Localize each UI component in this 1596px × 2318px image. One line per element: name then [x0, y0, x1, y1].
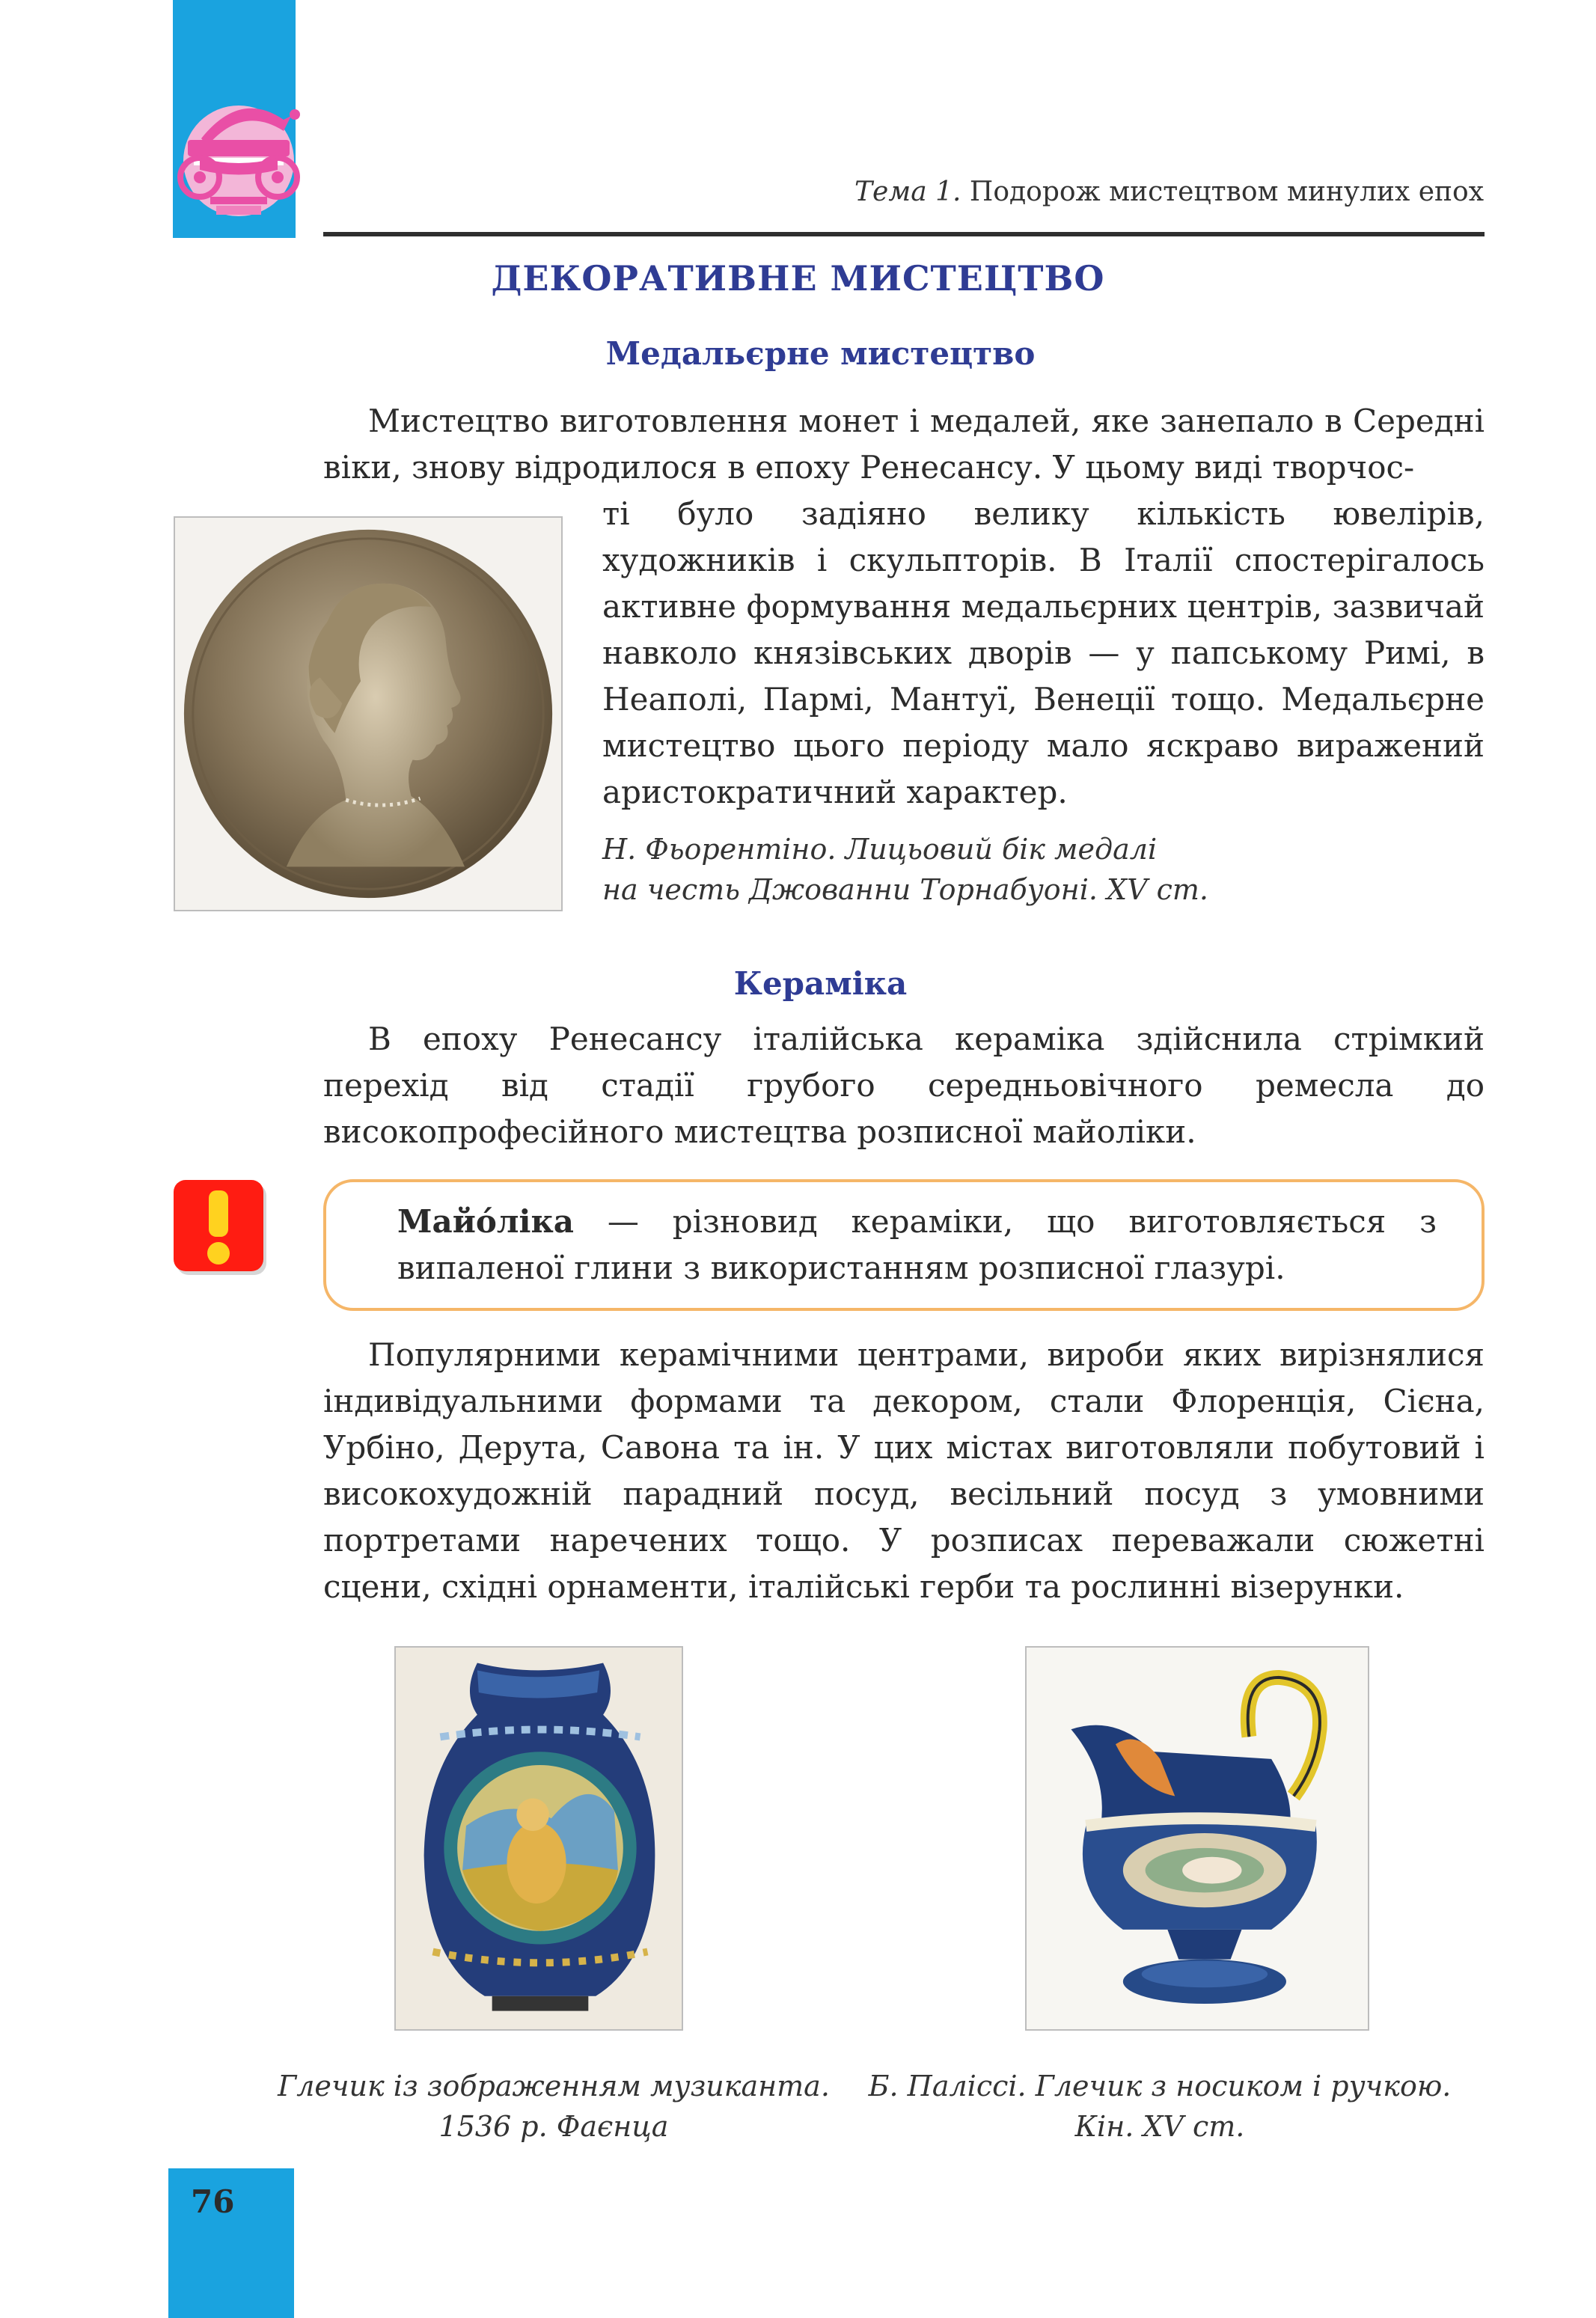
- medal-caption-line1: Н. Фьорентіно. Лицьовий бік медалі: [602, 833, 1158, 866]
- medal-caption-line2: на честь Джованни Торнабуоні. XV ст.: [602, 873, 1208, 906]
- jug-caption: [254, 2066, 853, 2147]
- jug-caption-line1: Глечик із зображенням музиканта.: [278, 2070, 830, 2103]
- topic-label: Тема 1.: [854, 177, 961, 207]
- palissy-ewer-image: [1025, 1646, 1369, 2031]
- ceramics-subtitle: Кераміка: [733, 965, 908, 1002]
- ionic-column-logo-icon: [171, 86, 311, 218]
- ewer-icon: [1027, 1648, 1368, 2029]
- definition-text: [397, 1199, 1437, 1291]
- header-divider: [323, 232, 1485, 236]
- definition-box: [323, 1179, 1485, 1311]
- medal-paragraph-side: ті було задіяно велику кількість ювелірів, художників і скульпторів. В Італії спостерігалось активне формування медальєрних центрів, зазвичай навколо князівських дворів — у папському Римі, в Неаполі, Пармі, Мантуї, Венеції тощо. Медальєрне мистецтво цього періоду мало яскраво виражений аристократичний характер.: [602, 495, 1485, 810]
- jug-icon: [396, 1648, 682, 2029]
- ewer-caption-line1: Б. Паліссі. Глечик з носиком і ручкою.: [868, 2070, 1452, 2103]
- section-title: ДЕКОРАТИВНЕ МИСТЕЦТВО: [491, 258, 1105, 299]
- definition-body: — різновид кераміки, що виготовляється з випаленої глини з використанням розписної глазурі.: [397, 1203, 1437, 1286]
- medal-image: [174, 516, 563, 911]
- medal-subtitle: Медальєрне мистецтво: [605, 335, 1036, 372]
- exclamation-icon: [174, 1180, 263, 1271]
- ceramics-paragraph-1: В епоху Ренесансу італійська кераміка здійснила стрімкий перехід від стадії грубого середньовічного ремесла до високопрофесійного мистецтва розписної майоліки.: [323, 1021, 1485, 1150]
- jug-caption-line2: 1536 р. Фаєнца: [438, 2110, 669, 2143]
- ewer-caption: [860, 2066, 1459, 2147]
- majolica-jug-image: [394, 1646, 683, 2031]
- medal-paragraph-top: Мистецтво виготовлення монет і медалей, яке занепало в Середні віки, знову відродилося в епоху Ренесансу. У цьому виді творчос-: [323, 403, 1485, 486]
- definition-term: Майо́ліка: [397, 1203, 574, 1240]
- portrait-medal-icon: [175, 518, 561, 910]
- page-number: 76: [191, 2183, 235, 2220]
- medal-caption: [602, 829, 1485, 910]
- running-header: [854, 177, 1484, 207]
- ewer-caption-line2: Кін. XV ст.: [1074, 2110, 1245, 2143]
- topic-title: Подорож мистецтвом минулих епох: [969, 177, 1484, 207]
- ceramics-paragraph-2: Популярними керамічними центрами, вироби яких вирізнялися індивідуальними формами та декором, стали Флоренція, Сієна, Урбіно, Дерута, Савона та ін. У цих містах виготовляли побутовий і високохудожній парадний посуд, весільний посуд з умовними портретами наречених тощо. У розписах переважали сюжетні сцени, східні орнаменти, італійські герби та рослинні візерунки.: [323, 1336, 1485, 1605]
